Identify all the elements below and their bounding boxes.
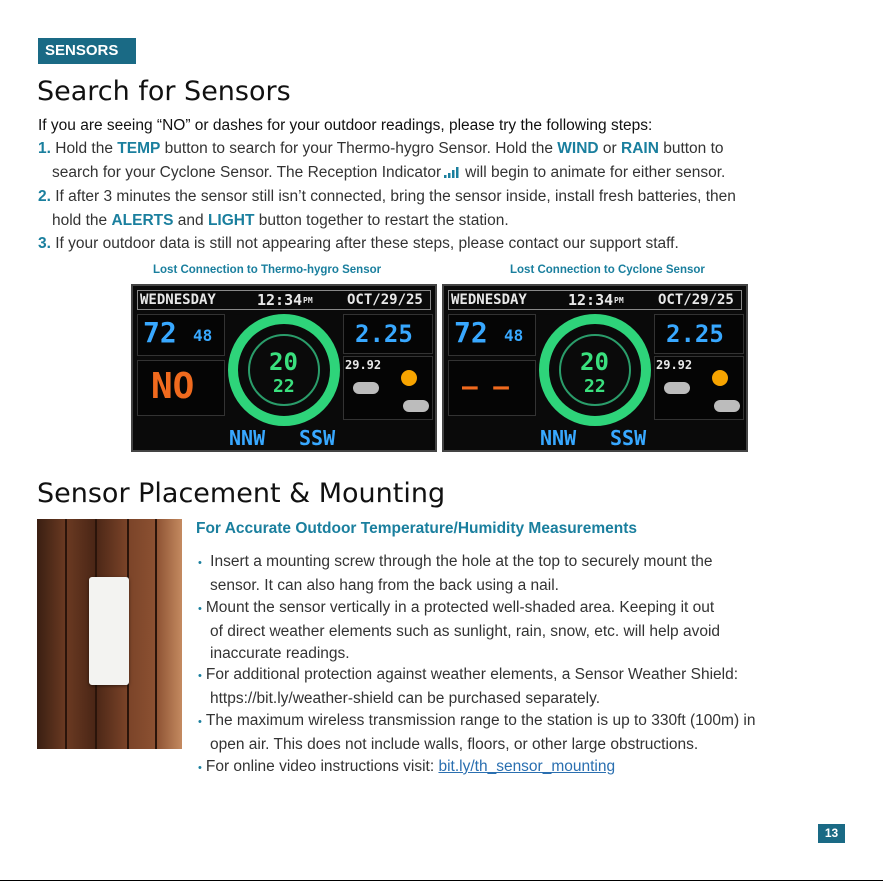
step-2-number: 2. (38, 188, 51, 205)
wind-speed: 20 (580, 348, 609, 376)
step-2 (38, 185, 848, 233)
bullet-icon: • (198, 670, 202, 682)
pressure-reading: 29.92 (345, 358, 382, 372)
bullet-text: open air. This does not include walls, floors, or other large obstructions. (210, 735, 699, 753)
display-time: 12:34 (257, 291, 303, 309)
step-1-number: 1. (38, 140, 51, 157)
temp-button-label: TEMP (117, 140, 161, 157)
bullet-text: sensor. It can also hang from the back using a nail. (210, 576, 559, 594)
sensor-mounted-photo (37, 519, 182, 749)
outdoor-reading: – – (462, 372, 509, 402)
bullet-icon: • (198, 603, 202, 615)
step-3-text: If your outdoor data is still not appearing after these steps, please contact our support staff. (50, 235, 679, 252)
wind-direction-1: NNW (229, 426, 266, 450)
step-1-text: button to search for your Thermo-hygro Sensor. Hold the (160, 140, 558, 157)
bullet-text: https://bit.ly/weather-shield can be purchased separately. (210, 689, 601, 707)
bullet-item (198, 756, 848, 780)
placement-subtitle: For Accurate Outdoor Temperature/Humidity Measurements (196, 520, 637, 537)
step-2-text: If after 3 minutes the sensor still isn’t connected, bring the sensor inside, install fresh batteries, then (50, 188, 736, 205)
bullet-text: For additional protection against weather elements, a Sensor Weather Shield: (205, 666, 739, 683)
light-button-label: LIGHT (207, 212, 255, 229)
outdoor-reading: NO (151, 366, 195, 407)
wind-gust: 22 (273, 376, 295, 397)
station-display-cyclone (442, 284, 748, 452)
wind-direction-2: SSW (299, 426, 336, 450)
step-1-text: Hold the (50, 140, 118, 157)
bullet-item (198, 664, 848, 710)
display-ampm: PM (614, 296, 624, 305)
bullet-icon: • (198, 557, 202, 569)
display-date: OCT/29/25 (347, 292, 423, 308)
reception-indicator-icon (444, 166, 462, 178)
wind-direction-1: NNW (540, 426, 577, 450)
bullet-text: of direct weather elements such as sunlight, rain, snow, etc. will help avoid (210, 622, 721, 640)
step-2-text: and (173, 212, 208, 229)
bullet-item (198, 710, 848, 756)
video-instructions-link[interactable]: bit.ly/th_sensor_mounting (438, 758, 616, 775)
caption-thermo-hygro: Lost Connection to Thermo-hygro Sensor (153, 264, 382, 276)
bullet-text: Mount the sensor vertically in a protected well-shaded area. Keeping it out (205, 599, 715, 616)
indoor-temperature: 72 (143, 316, 177, 349)
step-3 (38, 232, 848, 256)
cloud-icon (714, 400, 740, 412)
wind-direction-2: SSW (610, 426, 647, 450)
indoor-temperature: 72 (454, 316, 488, 349)
pressure-reading: 29.92 (656, 358, 693, 372)
rain-reading: 2.25 (355, 320, 413, 348)
wind-gust: 22 (584, 376, 606, 397)
section-tag: SENSORS (38, 38, 136, 64)
wind-speed: 20 (269, 348, 298, 376)
rain-button-label: RAIN (621, 140, 659, 157)
bullet-text: For online video instructions visit: (205, 758, 439, 775)
page-number: 13 (818, 824, 845, 843)
cloud-icon (353, 382, 379, 394)
page-bottom-rule (0, 880, 883, 881)
sensor-device (89, 577, 129, 685)
step-1-text: or (598, 140, 621, 157)
sun-icon (712, 370, 728, 386)
cloud-icon (403, 400, 429, 412)
bullet-icon: • (198, 762, 202, 774)
step-1-text: search for your Cyclone Sensor. The Reception Indicator (52, 164, 442, 181)
rain-reading: 2.25 (666, 320, 724, 348)
bullet-item (198, 551, 848, 597)
display-time: 12:34 (568, 291, 614, 309)
section-title-search: Search for Sensors (37, 76, 291, 107)
bullet-text: The maximum wireless transmission range to the station is up to 330ft (100m) in (205, 712, 756, 729)
caption-cyclone: Lost Connection to Cyclone Sensor (510, 264, 705, 276)
section-title-placement: Sensor Placement & Mounting (37, 478, 446, 509)
bullet-item (198, 597, 848, 666)
alerts-button-label: ALERTS (111, 212, 174, 229)
indoor-humidity: 48 (504, 326, 524, 345)
step-1-text: will begin to animate for either sensor. (465, 164, 726, 181)
display-ampm: PM (303, 296, 313, 305)
step-3-number: 3. (38, 235, 51, 252)
display-date: OCT/29/25 (658, 292, 734, 308)
indoor-humidity: 48 (193, 326, 213, 345)
sun-icon (401, 370, 417, 386)
bullet-icon: • (198, 716, 202, 728)
bullet-text: Insert a mounting screw through the hole at the top to securely mount the (210, 553, 713, 570)
cloud-icon (664, 382, 690, 394)
step-1 (38, 137, 848, 185)
station-display-thermo-hygro (131, 284, 437, 452)
step-2-text: button together to restart the station. (254, 212, 509, 229)
display-day: WEDNESDAY (451, 292, 527, 308)
display-day: WEDNESDAY (140, 292, 216, 308)
bullet-text: inaccurate readings. (210, 645, 350, 662)
wind-button-label: WIND (557, 140, 599, 157)
step-1-text: button to (658, 140, 724, 157)
intro-text: If you are seeing “NO” or dashes for your outdoor readings, please try the following steps: (38, 117, 653, 134)
step-2-text: hold the (52, 212, 112, 229)
